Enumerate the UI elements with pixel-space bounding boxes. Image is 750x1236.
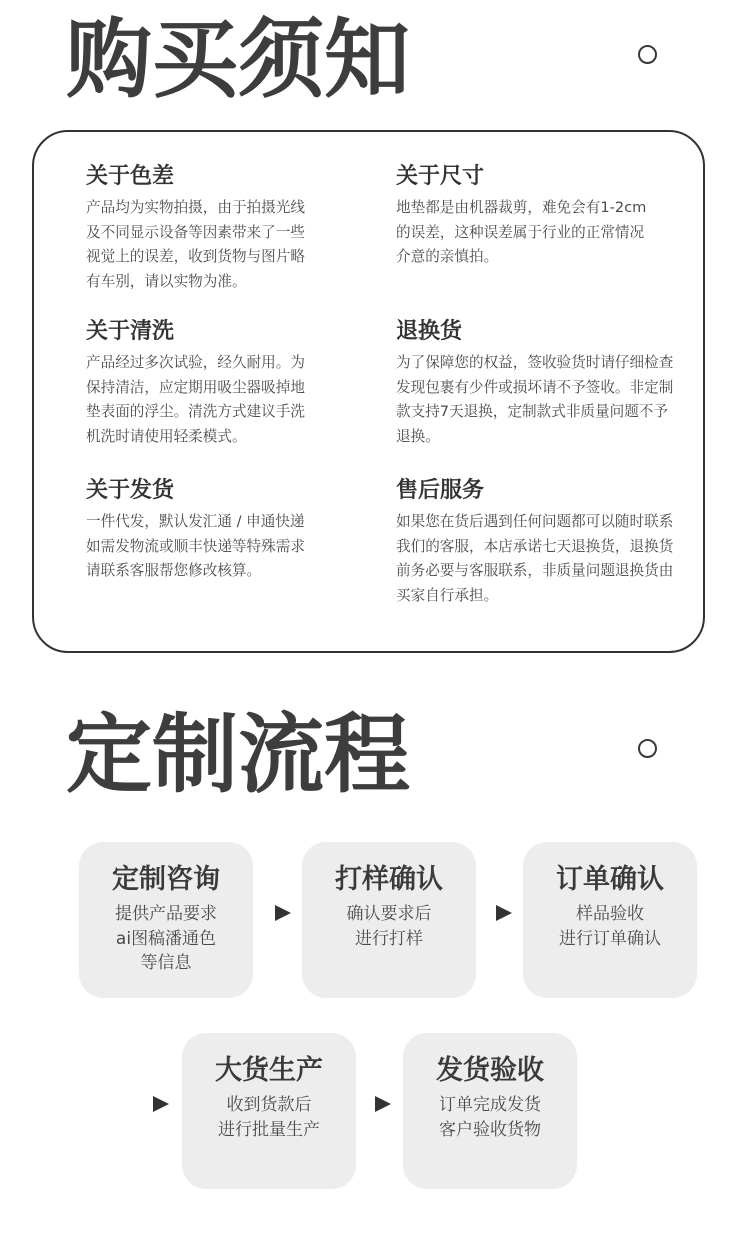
notice-item-title: 售后服务 <box>396 478 485 503</box>
circle-icon <box>638 45 657 64</box>
notice-item-title: 关于清洗 <box>86 319 175 344</box>
notice-item-title: 退换货 <box>396 319 463 344</box>
circle-icon <box>638 739 657 758</box>
step-text: 提供产品要求 <box>115 904 217 925</box>
step-text: 收到货款后 <box>226 1095 312 1116</box>
step-text: 客户验收货物 <box>439 1119 541 1140</box>
notice-item-color <box>86 165 326 294</box>
step-text: 等信息 <box>140 953 192 974</box>
step-sample <box>302 842 476 998</box>
arrow-right-icon <box>153 1096 169 1112</box>
notice-item-cleaning <box>86 320 326 449</box>
notice-item-text: 地垫都是由机器裁剪，难免会有1-2cm 的误差，这种误差属于行业的正常情况 介意的亲慎拍。 <box>396 199 647 266</box>
step-consult <box>79 842 253 998</box>
step-title: 大货生产 <box>215 1055 323 1086</box>
step-delivery <box>403 1033 577 1189</box>
notice-item-title: 关于色差 <box>86 164 175 189</box>
notice-title: 购买须知 <box>66 10 410 110</box>
notice-item-text: 一件代发，默认发汇通 / 申通快递 如需发物流或顺丰快递等特殊需求 请联系客服帮您修改核算。 <box>86 513 305 580</box>
notice-item-returns <box>396 320 696 449</box>
notice-item-after-sales <box>396 479 696 608</box>
step-text: 样品验收 <box>576 904 644 925</box>
step-production <box>182 1033 356 1189</box>
step-title: 发货验收 <box>436 1055 544 1086</box>
step-text: 订单完成发货 <box>439 1095 541 1116</box>
notice-item-text: 如果您在货后遇到任何问题都可以随时联系 我们的客服，本店承诺七天退换货，退换货 前务必要与客服联系，非质量问题退换货由 买家自行承担。 <box>396 513 674 604</box>
arrow-right-icon <box>375 1096 391 1112</box>
notice-item-text: 产品均为实物拍摄，由于拍摄光线 及不同显示设备等因素带来了一些 视觉上的误差，收到货物与图片略 有车别，请以实物为准。 <box>86 199 305 290</box>
step-text: 进行订单确认 <box>559 928 661 949</box>
step-title: 打样确认 <box>335 864 443 895</box>
notice-item-title: 关于发货 <box>86 478 175 503</box>
arrow-right-icon <box>496 905 512 921</box>
step-text: 进行批量生产 <box>218 1119 320 1140</box>
step-order <box>523 842 697 998</box>
arrow-right-icon <box>275 905 291 921</box>
notice-item-size <box>396 165 696 270</box>
step-text: 进行打样 <box>355 928 423 949</box>
step-title: 订单确认 <box>556 864 664 895</box>
notice-item-shipping <box>86 479 326 584</box>
process-title: 定制流程 <box>66 705 410 805</box>
step-title: 定制咨询 <box>112 864 220 895</box>
notice-item-text: 产品经过多次试验，经久耐用。为 保持清洁，应定期用吸尘器吸掉地 垫表面的浮尘。清洗方式建议手洗 机洗时请使用轻柔模式。 <box>86 354 305 445</box>
notice-item-title: 关于尺寸 <box>396 164 485 189</box>
step-text: 确认要求后 <box>346 904 432 925</box>
step-text: ai图稿潘通色 <box>115 928 217 949</box>
notice-box <box>32 130 705 653</box>
notice-item-text: 为了保障您的权益，签收验货时请仔细检查 发现包裹有少件或损坏请不予签收。非定制 款支持7天退换，定制款式非质量问题不予 退换。 <box>396 354 674 445</box>
